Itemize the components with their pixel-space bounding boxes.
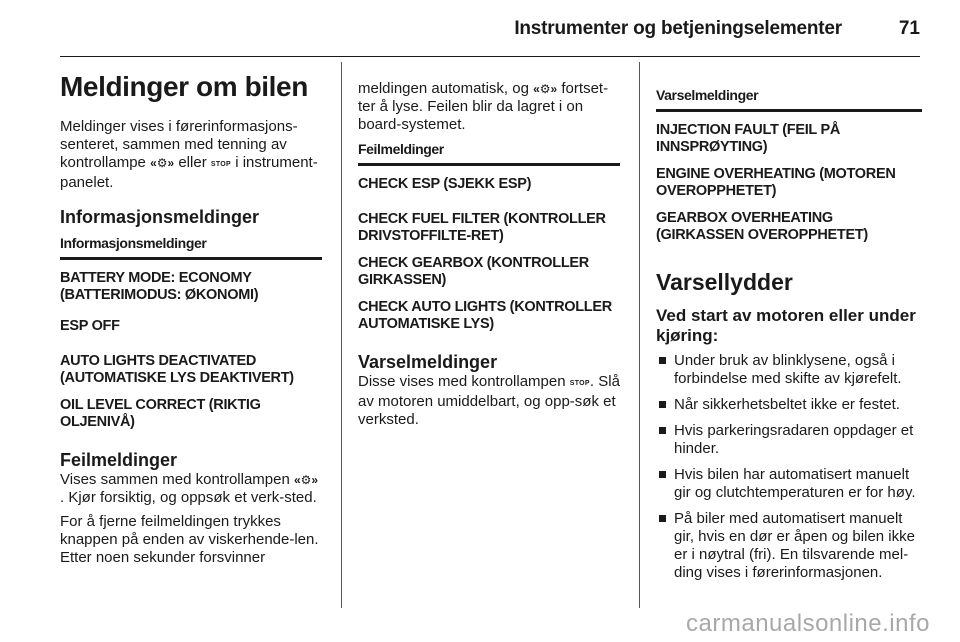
intro-paragraph (60, 118, 322, 192)
info-table-title: Informasjonsmeldinger (60, 234, 322, 260)
error-heading: Feilmeldinger (60, 450, 178, 470)
column-divider (341, 62, 342, 608)
list-item: Når sikkerhetsbeltet ikke er festet. (656, 396, 922, 414)
body-text: Vises sammen med kontrollampen (60, 471, 290, 488)
wrench-warning-icon: «⚙» (294, 473, 319, 487)
stop-icon: STOP (210, 161, 232, 168)
info-heading: Informasjonsmeldinger (60, 207, 260, 227)
intro-text: eller (178, 154, 207, 171)
body-text: meldingen automatisk, og (358, 80, 529, 97)
column-2 (358, 80, 620, 429)
message-item: ESP OFF (60, 318, 120, 334)
warn-table-title: Varselmeldinger (656, 86, 922, 112)
message-item: CHECK FUEL FILTER (KONTROLLER DRIVSTOFFILTE-RET) (358, 211, 606, 244)
sound-subheading: Ved start av motoren eller under kjøring: (656, 306, 916, 345)
error-paragraph (60, 471, 322, 507)
column-divider (639, 62, 640, 608)
wrench-warning-icon: «⚙» (533, 82, 558, 96)
body-text: . Kjør forsiktig, og oppsøk et verk-sted. (60, 489, 317, 506)
stop-icon: STOP (569, 380, 590, 387)
list-item: Hvis parkeringsradaren oppdager et hinder. (656, 422, 922, 458)
bullet-list (656, 352, 922, 582)
error-table-title: Feilmeldinger (358, 140, 620, 166)
error-paragraph-2: For å fjerne feilmeldingen trykkes knappen på enden av viskerhende-len. Etter noen sekunder forsvinner (60, 513, 319, 566)
message-item: CHECK ESP (SJEKK ESP) (358, 176, 532, 192)
sound-heading: Varsellydder (656, 269, 793, 295)
continued-paragraph (358, 80, 620, 134)
message-item: BATTERY MODE: ECONOMY (BATTERIMODUS: ØKONOMI) (60, 270, 259, 303)
intro-text: Meldinger vises i førerinformasjons-senteret, sammen med tenning av kontrollampe (60, 118, 298, 171)
message-item: INJECTION FAULT (FEIL PÅ INNSPRØYTING) (656, 122, 840, 155)
body-text: Disse vises med kontrollampen (358, 373, 566, 390)
intro-text: i instrument-panelet. (60, 154, 318, 191)
warn-heading: Varselmeldinger (358, 352, 498, 372)
warn-paragraph (358, 373, 620, 429)
section-title: Meldinger om bilen (60, 71, 308, 102)
watermark: carmanualsonline.info (686, 610, 930, 637)
message-item: ENGINE OVERHEATING (MOTOREN OVEROPPHETET) (656, 166, 896, 199)
body-text: . Slå av motoren umiddelbart, og opp-søk et verksted. (358, 373, 620, 428)
body-text: fortset-ter å lyse. Feilen blir da lagret i on board-systemet. (358, 80, 609, 133)
message-item: AUTO LIGHTS DEACTIVATED (AUTOMATISKE LYS DEAKTIVERT) (60, 353, 294, 386)
wrench-warning-icon: «⚙» (150, 156, 175, 170)
column-1 (60, 70, 322, 567)
message-item: OIL LEVEL CORRECT (RIKTIG OLJENIVÅ) (60, 397, 261, 430)
message-item: CHECK AUTO LIGHTS (KONTROLLER AUTOMATISKE LYS) (358, 299, 612, 332)
column-3 (656, 80, 922, 590)
page-header (60, 0, 920, 57)
page-number: 71 (898, 18, 920, 39)
message-item: GEARBOX OVERHEATING (GIRKASSEN OVEROPPHETET) (656, 210, 868, 243)
message-item: CHECK GEARBOX (KONTROLLER GIRKASSEN) (358, 255, 589, 288)
list-item: På biler med automatisert manuelt gir, hvis en dør er åpen og bilen ikke er i nøytral (fri). En tilsvarende mel-ding vises i førerinformasjonen. (656, 510, 922, 582)
list-item: Under bruk av blinklysene, også i forbindelse med skifte av kjørefelt. (656, 352, 922, 388)
header-title: Instrumenter og betjeningselementer (514, 18, 842, 39)
list-item: Hvis bilen har automatisert manuelt gir og clutchtemperaturen er for høy. (656, 466, 922, 502)
